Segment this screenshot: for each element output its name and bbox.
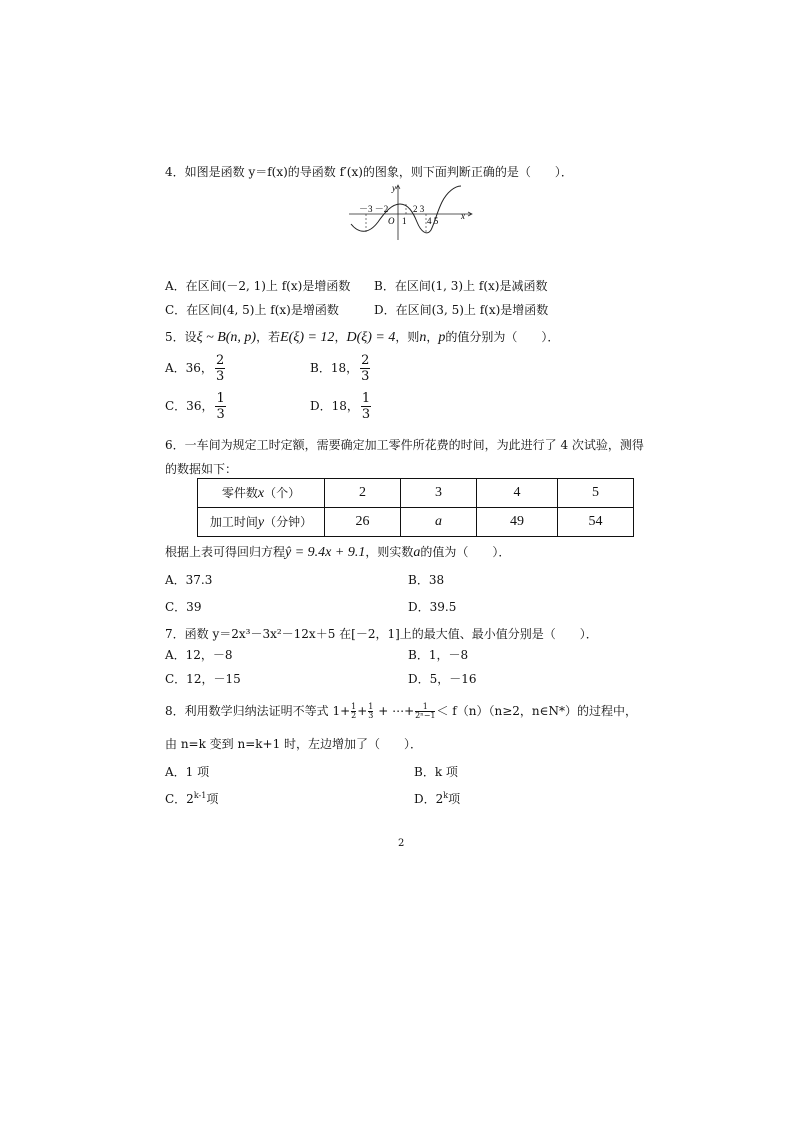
q6-stem-line1: 6．一车间为规定工时定额，需要确定加工零件所花费的时间，为此进行了 4 次试验，测得 bbox=[165, 438, 644, 452]
q8-option-a: A．1 项 bbox=[165, 765, 210, 779]
q6-after-table: 根据上表可得回归方程ŷ = 9.4x + 9.1，则实数a的值为（ ）． bbox=[165, 545, 511, 560]
table-row-header: 加工时间y（分钟） bbox=[198, 508, 325, 537]
derivative-graph bbox=[345, 182, 480, 244]
data-table bbox=[197, 478, 634, 537]
page-number: 2 bbox=[398, 838, 405, 849]
table-cell: 49 bbox=[477, 508, 558, 537]
q7-option-c: C．12，－15 bbox=[165, 672, 241, 686]
table-row bbox=[198, 479, 634, 508]
tick-label-1: 1 bbox=[402, 216, 407, 226]
table-cell: 2 bbox=[325, 479, 401, 508]
table-cell: 3 bbox=[401, 479, 477, 508]
q4-option-d: D．在区间(3, 5)上 f(x)是增函数 bbox=[374, 303, 549, 317]
table-row-header: 零件数x（个） bbox=[198, 479, 325, 508]
q4-stem: 4．如图是函数 y＝f(x)的导函数 f′(x)的图象，则下面判断正确的是（ ）． bbox=[165, 165, 573, 179]
q4-option-a: A．在区间(－2, 1)上 f(x)是增函数 bbox=[165, 279, 351, 293]
tick-label-23: 2 3 bbox=[413, 204, 425, 214]
table-cell: a bbox=[401, 508, 477, 537]
q5-option-a: A．36， $\frac{2}{3}$ bbox=[165, 353, 225, 384]
table-cell: 26 bbox=[325, 508, 401, 537]
q8-option-d: D．2$^k$项 bbox=[414, 791, 461, 806]
x-axis-label: x bbox=[461, 211, 465, 221]
tick-label-45: 4 5 bbox=[427, 216, 439, 226]
q6-option-a: A．37.3 bbox=[165, 573, 213, 587]
q5-option-d: D．18， $\frac{1}{3}$ bbox=[310, 391, 371, 422]
y-axis-label: y bbox=[392, 183, 396, 193]
q5-stem: 5．设ξ ~ B(n, p)，若E(ξ) = 12，D(ξ) = 4，则n，p的值分别为（ ）． bbox=[165, 330, 560, 345]
q4-option-b: B．在区间(1, 3)上 f(x)是减函数 bbox=[374, 279, 548, 293]
q7-option-b: B．1，－8 bbox=[408, 648, 469, 662]
q6-stem-line2: 的数据如下： bbox=[165, 462, 238, 476]
tick-labels-left: －3 －2 bbox=[359, 204, 389, 214]
table-cell: 4 bbox=[477, 479, 558, 508]
q4-option-c: C．在区间(4, 5)上 f(x)是增函数 bbox=[165, 303, 339, 317]
q7-option-a: A．12，－8 bbox=[165, 648, 233, 662]
q7-option-d: D．5，－16 bbox=[408, 672, 477, 686]
q6-option-c: C．39 bbox=[165, 600, 202, 614]
q6-option-d: D．39.5 bbox=[408, 600, 457, 614]
table-cell: 5 bbox=[558, 479, 634, 508]
q8-option-c: C．2$^{k-1}$项 bbox=[165, 791, 219, 806]
q8-line2: 由 n=k 变到 n=k+1 时，左边增加了（ ）． bbox=[165, 737, 423, 751]
q5-option-c: C．36， $\frac{1}{3}$ bbox=[165, 391, 225, 422]
q5-option-b: B．18， $\frac{2}{3}$ bbox=[310, 353, 370, 384]
origin-label: O bbox=[388, 216, 395, 226]
q7-stem: 7．函数 y＝2x³－3x²－12x＋5 在[－2，1]上的最大值、最小值分别是（ ）． bbox=[165, 627, 598, 641]
q8-option-b: B．k 项 bbox=[414, 765, 458, 779]
q6-option-b: B．38 bbox=[408, 573, 445, 587]
table-cell: 54 bbox=[558, 508, 634, 537]
table-row bbox=[198, 508, 634, 537]
q8-stem: 8．利用数学归纳法证明不等式 1+ $\frac{1}{2}$ + $\frac{1}{3}$ + ⋯+ $\frac{1}{\text{2ⁿ−1}}$ ＜ f（n）（n≥2，n∈N*）的过程中， bbox=[165, 702, 637, 720]
